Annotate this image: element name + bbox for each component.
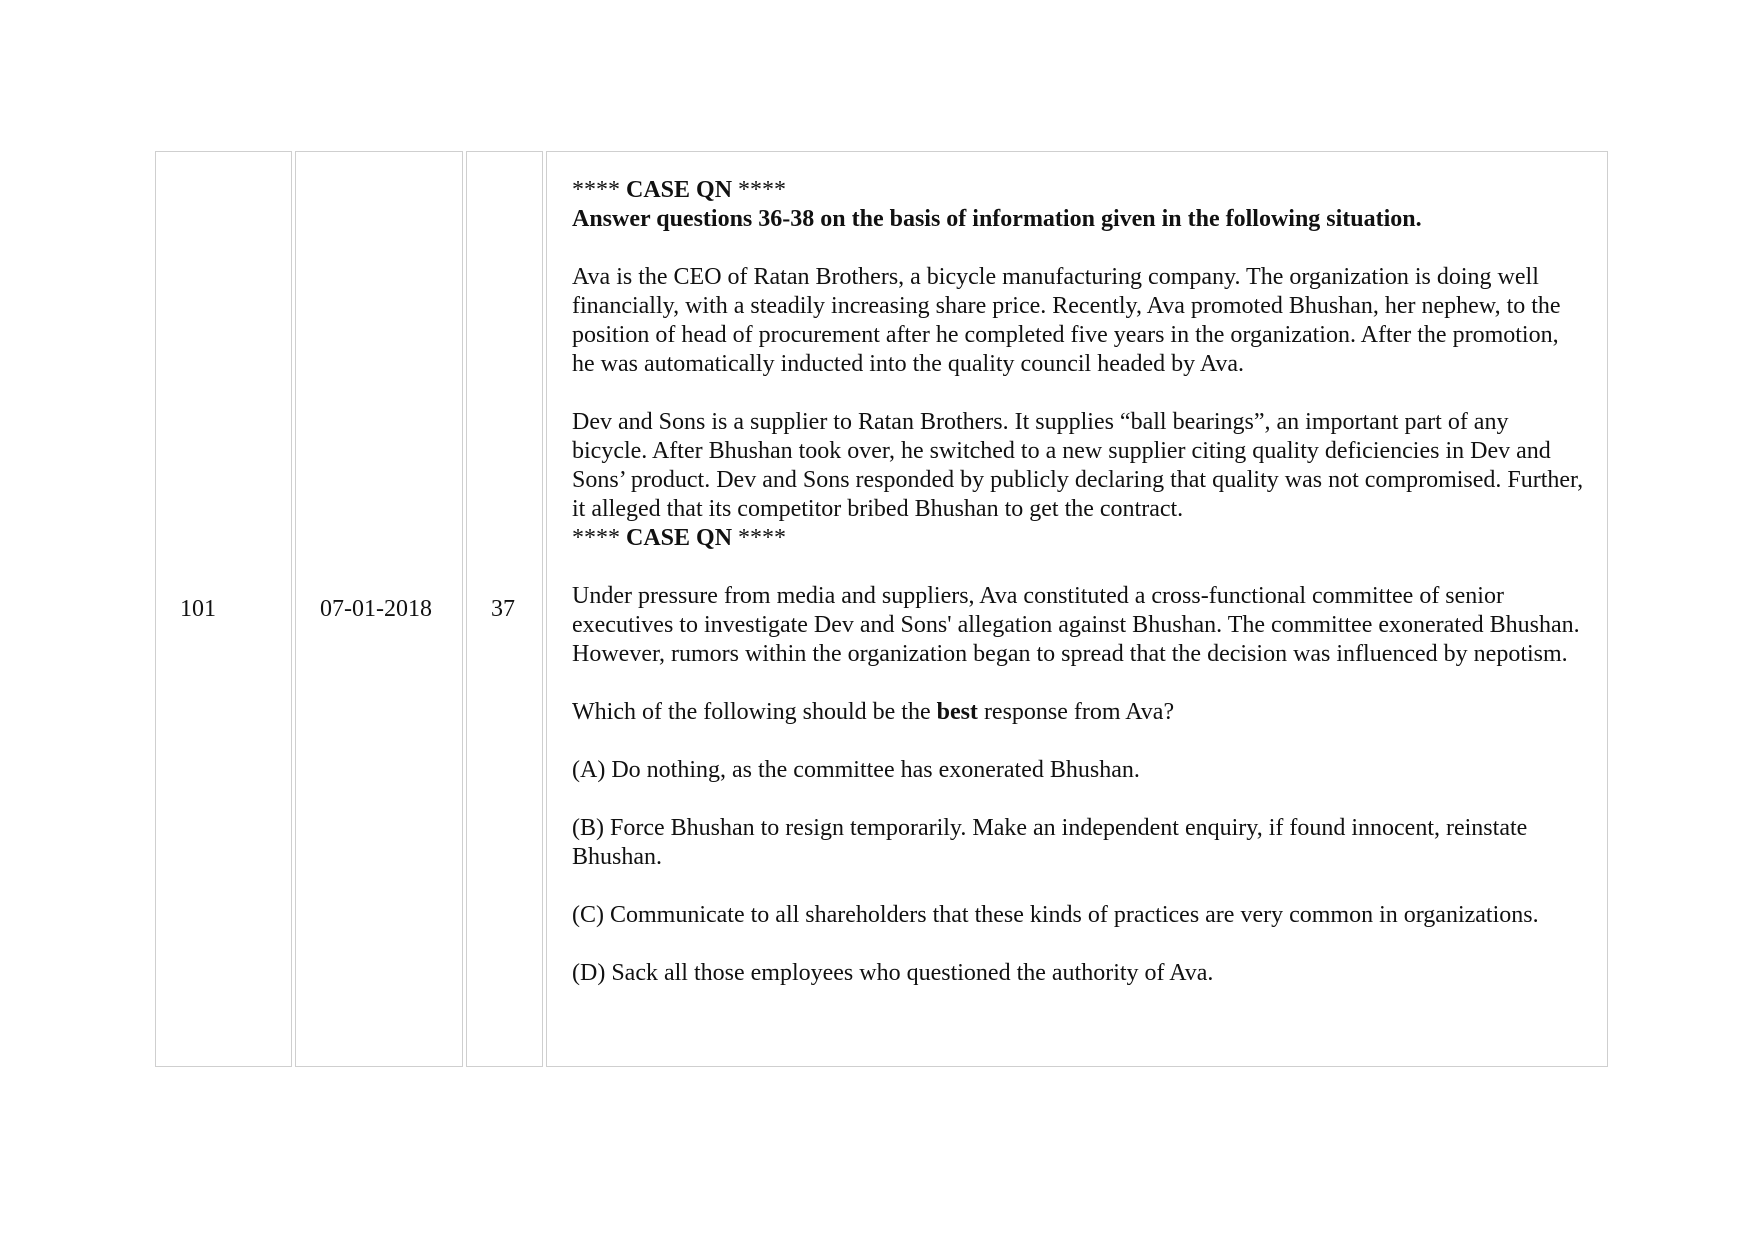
case-paragraph-2: Dev and Sons is a supplier to Ratan Brothers. It supplies “ball bearings”, an important part of any bicycle. After Bhushan took over, he switched to a new supplier citing quality deficiencies in Dev and Sons’ product. Dev and Sons responded by publicly declaring that quality was not compromised. Further, it alleged that its competitor bribed Bhushan to get the contract.: [572, 409, 1584, 522]
option-a: (A) Do nothing, as the committee has exonerated Bhushan.: [572, 757, 1140, 783]
question-number: 37: [491, 595, 515, 622]
question-prompt: Which of the following should be the best response from Ava?: [572, 699, 1175, 725]
option-c: (C) Communicate to all shareholders that these kinds of practices are very common in organizations.: [572, 902, 1539, 928]
question-content-cell: [546, 151, 1608, 1067]
date-value: 07-01-2018: [320, 595, 432, 622]
date-cell: [295, 151, 463, 1067]
case-marker-start: **** CASE QN ****: [572, 177, 787, 203]
case-instruction: Answer questions 36-38 on the basis of information given in the following situation.: [572, 206, 1422, 232]
question-number-cell: [466, 151, 543, 1067]
question-paragraph: Under pressure from media and suppliers, Ava constituted a cross-functional committee of senior executives to investigate Dev and Sons' allegation against Bhushan. The committee exonerated Bhushan. However, rumors within the organization began to spread that the decision was influenced by nepotism.: [572, 583, 1580, 667]
case-marker-end: **** CASE QN ****: [572, 525, 787, 551]
serial-number: 101: [180, 595, 216, 622]
case-paragraph-1: Ava is the CEO of Ratan Brothers, a bicycle manufacturing company. The organization is doing well financially, with a steadily increasing share price. Recently, Ava promoted Bhushan, her nephew, to the position of head of procurement after he completed five years in the organization. After the promotion, he was automatically inducted into the quality council headed by Ava.: [572, 264, 1561, 377]
serial-cell: [155, 151, 292, 1067]
option-d: (D) Sack all those employees who questioned the authority of Ava.: [572, 960, 1214, 986]
option-b: (B) Force Bhushan to resign temporarily. Make an independent enquiry, if found innocent, reinstate Bhushan.: [572, 815, 1528, 870]
question-content: [572, 176, 1585, 988]
